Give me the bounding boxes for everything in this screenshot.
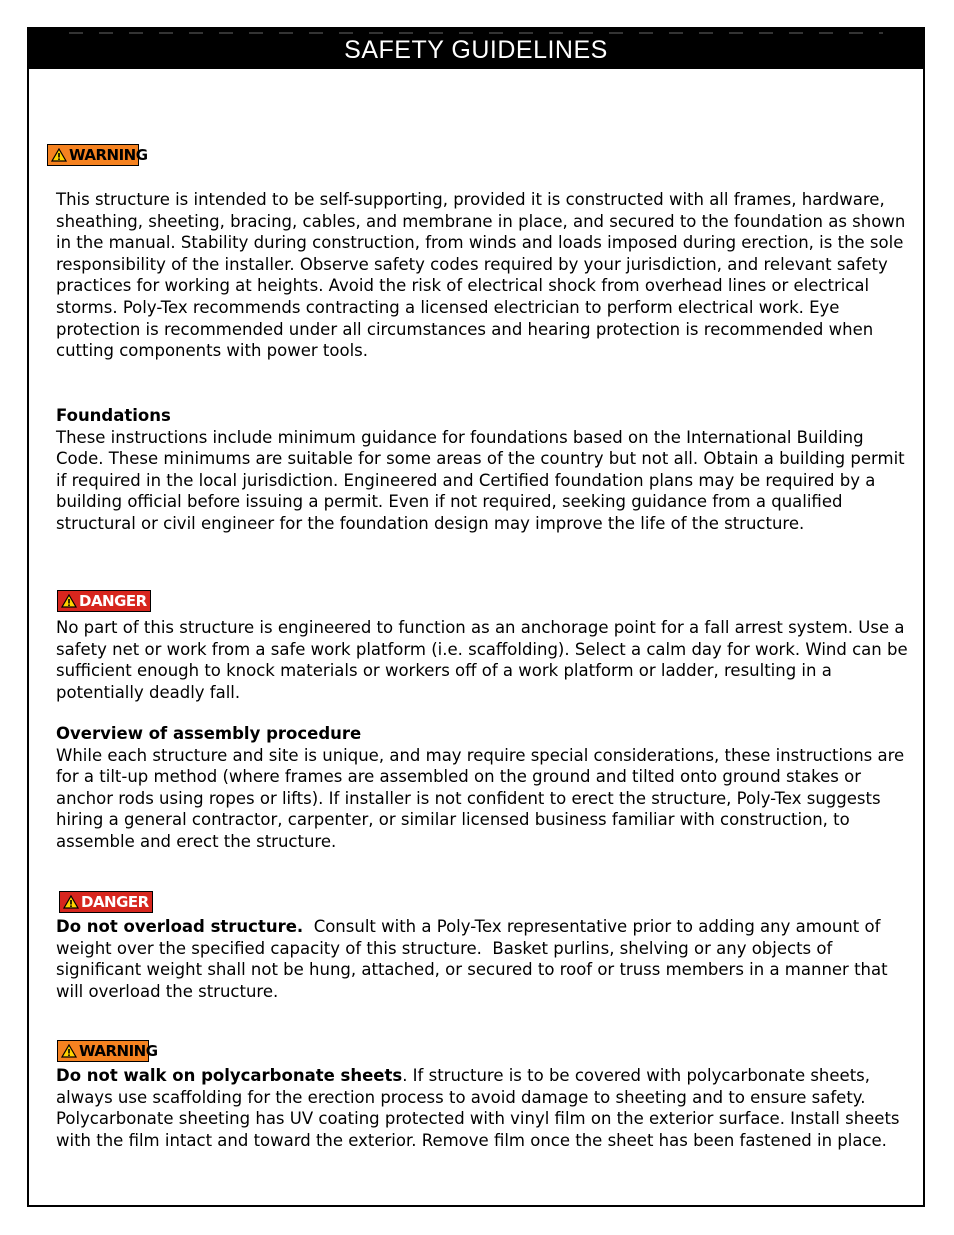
overload-body: Consult with a Poly-Tex representative prior to adding any amount of weight over the specified capacity of this structure. Basket purlins, shelving or any objects of significant weight shall not be hung, attached, or secured to roof or truss members in a manner that will overload the structure. — [56, 917, 893, 1001]
warning-triangle-icon — [63, 895, 79, 909]
warning-badge — [47, 144, 148, 166]
polycarbonate-lead: Do not walk on polycarbonate sheets — [56, 1066, 403, 1085]
warning-label: WARNING — [79, 1042, 158, 1060]
overview-body: While each structure and site is unique, and may require special considerations, these instructions are for a tilt-up method (where frames are assembled on the ground and tilted onto ground stakes or anchor rods using ropes or lifts). If installer is not confident to erect the structure, Poly-Tex suggests hiring a general contractor, carpenter, or similar licensed business familiar with construction, to assemble and erect the structure. — [56, 745, 905, 851]
fall-paragraph: No part of this structure is engineered to function as an anchorage point for a fall arrest system. Use a safety net or work from a safe work platform (i.e. scaffolding). Select a calm day for work. Wind can be sufficient enough to knock materials or workers off of a work platform or ladder, resulting in a potentially deadly fall. — [56, 618, 908, 702]
page-header — [29, 29, 923, 69]
overview-section — [56, 723, 916, 853]
foundations-heading: Foundations — [56, 406, 171, 425]
danger-badge — [59, 891, 153, 913]
header-dashes — [69, 32, 883, 34]
foundations-section — [56, 405, 916, 535]
danger-label: DANGER — [81, 893, 149, 911]
polycarbonate-paragraph — [56, 1065, 916, 1151]
danger-label: DANGER — [79, 592, 147, 610]
danger-badge — [57, 590, 151, 612]
overview-heading: Overview of assembly procedure — [56, 724, 362, 743]
warning-triangle-icon — [61, 594, 77, 608]
warning-triangle-icon — [61, 1044, 77, 1058]
warning-triangle-icon — [51, 148, 67, 162]
page-title: SAFETY GUIDELINES — [344, 35, 608, 64]
warning-badge — [57, 1040, 158, 1062]
overload-lead: Do not overload structure. — [56, 917, 304, 936]
polycarbonate-body: . If structure is to be covered with polycarbonate sheets, always use scaffolding for the erection process to avoid damage to sheeting and to ensure safety. Polycarbonate sheeting has UV coating protected with vinyl film on the exterior surface. Install sheets with the film intact and toward the exterior. Remove film once the sheet has been fastened in place. — [56, 1066, 900, 1150]
intro-paragraph: This structure is intended to be self-supporting, provided it is constructed with all frames, hardware, sheathing, sheeting, bracing, cables, and membrane in place, and secured to the foundation as shown in the manual. Stability during construction, from winds and loads imposed during erection, is the sole responsibility of the installer. Observe safety codes required by your jurisdiction, and relevant safety practices for working at heights. Avoid the risk of electrical shock from overhead lines or electrical storms. Poly-Tex recommends contracting a licensed electrician to perform electrical work. Eye protection is recommended under all circumstances and hearing protection is recommended when cutting components with power tools. — [56, 190, 906, 361]
warning-label: WARNING — [69, 146, 148, 164]
overload-paragraph — [56, 916, 916, 1002]
foundations-body: These instructions include minimum guidance for foundations based on the International Building Code. These minimums are suitable for some areas of the country but not all. Obtain a building permit if required in the local jurisdiction. Engineered and Certified foundation plans may be required by a building official before issuing a permit. Even if not required, seeking guidance from a qualified structural or civil engineer for the foundation design may improve the life of the structure. — [56, 427, 905, 533]
